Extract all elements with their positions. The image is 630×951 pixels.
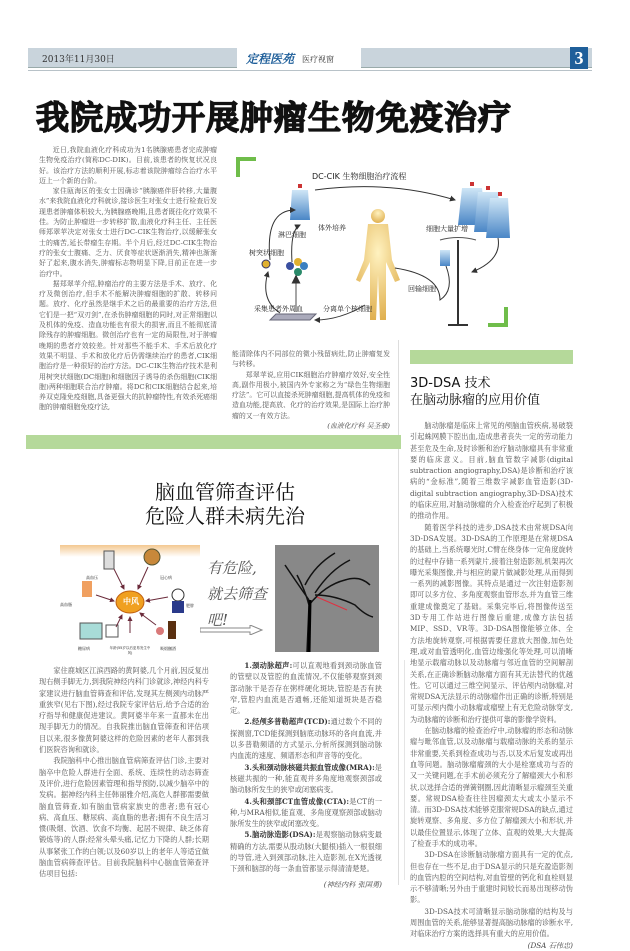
masthead-logo: 定程医苑 bbox=[246, 52, 295, 66]
diagram-title: DC-CIK 生物细胞治疗流程 bbox=[312, 172, 407, 181]
list-item: 4.头和颈部CT血管成像(CTA):是CT的一种,与MRA相似,能直观、多角度观察颈部或脑动脉所发生的狭窄或闭塞改变。 bbox=[230, 796, 383, 829]
label-return: 回输细胞 bbox=[408, 285, 436, 293]
paragraph: 郑翠苹说,应用CIK细胞治疗肿瘤疗效好,安全性高,副作用极小,被国内外专家称之为“绿色生物细胞疗法”。它可以直接杀死肿瘤细胞,提高机体的免疫和造血功能,提高放、化疗的治疗效果,是国际上治疗肿瘤的又一有效方法。 bbox=[232, 370, 390, 420]
cells-icon bbox=[262, 258, 308, 276]
paragraph: 近日,我院血液化疗科成功为1名胰腺癌患者完成肿瘤生物免疫治疗(简称DC-DIK)。目前,该患者的恢复状况良好。该治疗方法的顺利开展,标志着该院肿瘤综合治疗水平迈上一个新的台阶。 bbox=[39, 146, 217, 185]
corner-bracket bbox=[236, 157, 256, 177]
item-head: 2.经颅多普勒超声(TCD): bbox=[244, 717, 331, 727]
iv-stand-icon bbox=[440, 238, 476, 326]
article2-byline: (神经内科 张国勇) bbox=[323, 879, 382, 889]
arrow-icon bbox=[200, 625, 265, 635]
paragraph: 据郑翠苹介绍,肿瘤治疗的主要方法是手术、放疗、化疗及微创治疗,但手术不能解决肿瘤细胞的扩散、转移问题。放疗、化疗虽然是继手术之后的最重要的治疗方法,但它们是一把“双刃剑”,在杀伤肿瘤细胞的同时,对正常细胞以及机体的免疫、造血功能也有很大的损害,而且不能彻底清除残存的肿瘤细胞。微创治疗也有一定的局限性,对于肿瘤晚期的患者疗效较差。针对那些不能手术、手术后放化疗效果不明显、手术和放化疗后仍需继续治疗的患者,CIK细胞治疗是一种很好的治疗方法。DC-CIK生物治疗技术是利用树突状细胞(DC细胞)和细胞因子诱导的杀伤细胞(CIK细胞)两种细胞联合治疗肿瘤。将DC和CIK细胞结合起来,培养双克隆免疫细胞,具备更强大的抗肿瘤特性,有效杀死癌细胞的肿瘤细胞免疫疗法, bbox=[39, 279, 217, 412]
headline-line: 危险人群未病先治 bbox=[145, 504, 305, 528]
headline-line: 3D-DSA 技术 bbox=[410, 376, 491, 391]
label-lymph: 淋巴细胞 bbox=[278, 231, 306, 239]
label-collect: 采集患者外周血 bbox=[254, 305, 303, 313]
column-divider bbox=[404, 660, 405, 880]
paragraph: 3D-DSA技术可清晰显示脑动脉瘤的结构及与周围血管的关系,能够显著提高脑动脉瘤的诊断水平,对临床治疗方案的选择具有重大的应用价值。 bbox=[410, 906, 573, 939]
section-bar bbox=[410, 350, 573, 364]
label-separate: 分离单个核细胞 bbox=[323, 305, 372, 313]
label-culture: 体外培养 bbox=[318, 224, 346, 232]
paragraph: 能清除体内不同部位的微小残留病灶,防止肿瘤复发与转移。 bbox=[232, 350, 390, 369]
paragraph: 脑动脉瘤是临床上常见的颅脑血管疾病,易破裂引起蛛网膜下腔出血,造成患者丧失一定的劳动能力甚至危及生命,及时诊断和治疗脑动脉瘤具有非常重要的临床意义。目前,脑血管数字减影(digital subtraction angiography,DSA)是诊断和治疗该病的“金标准”,随着三维数字减影血管造影(3D-digital subtraction angiography,3D-DSA)技术的临床应用,对脑动脉瘤的介入检查治疗起到了积极的推动作用。 bbox=[410, 421, 573, 521]
item-head: 4.头和颈部CT血管成像(CTA): bbox=[244, 796, 350, 806]
paragraph: 家住鹿城区江滨西路的黄阿婆,几个月前,因反复出现右侧手脚无力,到我院神经内科门诊就诊,神经内科专家建议进行脑血管筛查和评估,发现其左侧颈内动脉严重狭窄(见右下图),经过我院专家评估后,给予合适的治疗指导和健康促进建议。黄阿婆半年来一直都未在出现手脚无力的情况。自我院推出脑血管筛查和评估项目以来,很多像黄阿婆这样的危险因素的老年人都到我们医院咨询和就诊。 bbox=[39, 666, 209, 755]
section-name: 医疗视窗 bbox=[302, 55, 334, 64]
section-bar bbox=[26, 435, 401, 449]
header-divider bbox=[28, 70, 592, 71]
item-head: 3.头和颈动脉核磁共振血管成像(MRA): bbox=[244, 762, 375, 772]
label-expand: 细胞大量扩增 bbox=[426, 225, 468, 233]
angiography-image bbox=[275, 545, 379, 652]
paragraph: 家住瓯海区的张女士因确诊“胰腺癌伴肝转移,大量腹水”来我院血液化疗科就诊,接诊医生对张女士进行检查后发现患者肿瘤体积较大,为胰腺癌晚期,且患者既往化疗效果不佳。为防止肿瘤进一步转移扩散,血液化疗科主任、主任医师郑翠苹决定对张女士进行DC-CIK生物治疗,以缓解张女士的痛苦,延长带瘤生存期。半个月后,经过DC-CIK生物治疗的张女士腹痛、乏力、厌食等症状逐渐消失,精神也渐渐好了起来,腹水消失,肿瘤标志物明显下降,目前正在进一步治疗中。 bbox=[39, 187, 217, 278]
article2-headline bbox=[110, 480, 340, 528]
slogan-line: 有危险, bbox=[207, 559, 257, 577]
issue-date: 2013年11月30日 bbox=[42, 55, 115, 65]
handwritten-slogan bbox=[207, 555, 267, 633]
list-item: 3.头和颈动脉核磁共振血管成像(MRA):是核磁共振的一种,能直观并多角度地观察颈部或脑动脉所发生的狭窄或闭塞病变。 bbox=[230, 762, 382, 795]
hazard-center-label: 中风 bbox=[123, 597, 139, 606]
column-divider bbox=[398, 340, 399, 885]
list-item: 1.颈动脉超声:可以直观地看到颈动脉血管的管壁以及管腔的血流情况,不仅能够观察到颈部动脉干是否存在粥样硬化斑块,管腔是否有狭窄,管腔内血流是否通畅,还能知道斑块是否稳定。 bbox=[230, 661, 382, 716]
label-dendritic: 树突状细胞 bbox=[249, 249, 284, 257]
headline-line: 脑血管筛查评估 bbox=[155, 480, 295, 504]
article3-body bbox=[410, 420, 573, 951]
article1-continued bbox=[232, 349, 390, 431]
main-headline: 我院成功开展肿瘤生物免疫治疗 bbox=[36, 98, 512, 137]
hazard-label: 冠心病 bbox=[160, 575, 172, 580]
culture-bag-icon bbox=[290, 184, 310, 220]
article2-body bbox=[39, 665, 209, 880]
article1-byline: (血液化疗科 吴圣豪) bbox=[327, 422, 390, 431]
headline-line: 在脑动脉瘤的应用价值 bbox=[410, 393, 541, 408]
slogan-line: 吧! bbox=[207, 611, 229, 629]
paragraph: 我院脑科中心推出脑血管病筛查评估门诊,主要对脑卒中危险人群进行全面、系统、连续性的动态筛查及评价,进行危险因素管理和指导预防,以减少脑卒中的发病。据神经内科主任韩丽雅介绍,高危人群都需要做脑血管筛查,如有脑血管病家族史的患者;患有冠心病、高血压、糖尿病、高血脂的患者;拥有不良生活习惯(吸烟、饮酒、饮食不均衡、起居不规律、缺乏体育锻炼等)的人群;经常头晕头痛,记忆力下降的人群;长期从事紧张工作的白领;以及60岁以上的老年人等适宜做脑血管病筛查评估。目前我院脑科中心脑血管筛查评估项目包括: bbox=[39, 756, 209, 879]
paragraph: 随着医学科技的进步,DSA技术由常规DSA向3D-DSA发展。3D-DSA的工作原理是在常规DSA的基础上,当系统曝光时,C臂在绕身体一定角度旋转的过程中存储一系列蒙片,接着注射造影剂,机架再次曝光采集图像,并与相应的蒙片做减影处理,从而得到一系列的减影图像。其特点是通过一次注射造影剂即可以多方位、多角度观察血管形态,并为血管三维重建成像奠定了基础。采集完毕后,将图像传送至3D专用工作站进行图像后重建,成像方法包括MIP、SSD、VR等。3D-DSA图像能够立体、全方法地旋转观察,可根据需要任意放大图像,加色处理,或对血管透明化,血管边缘强化等处理,可以清晰地显示载瘤动脉以及动脉瘤与邻近血管的空间解剖关系,在正确诊断脑动脉瘤方面有其无法替代的优越性。它可以通过三维空间显示、评估颅内动脉瘤,对常规DSA无法显示的动脉瘤作出正确的诊断,特别是可显示颅内微小动脉瘤或瘤壁上有无危险动脉穿支,为动脉瘤的诊断和治疗提供可靠的影像学资料。 bbox=[410, 522, 573, 724]
hazard-label: 高血压 bbox=[86, 575, 98, 580]
slogan-line: 就去筛查 bbox=[207, 585, 268, 603]
list-item: 2.经颅多普勒超声(TCD):通过数个不同的探测窗,TCD能探测到脑底动脉环的各向血流,并以多普勒频谱的方式显示,分析所探测到脑动脉内血流的速度、频谱形态和声音等的变化。 bbox=[230, 717, 382, 761]
hazard-label: 肥胖 bbox=[186, 603, 194, 608]
item-head: 1.颈动脉超声: bbox=[244, 661, 293, 670]
item-head: 5.脑动脉造影(DSA): bbox=[244, 830, 316, 840]
article3-headline bbox=[410, 375, 540, 409]
article3-byline: (DSA 石伟忠) bbox=[527, 940, 573, 950]
blood-plate-icon bbox=[270, 314, 316, 320]
page-number: 3 bbox=[570, 47, 588, 69]
paragraph: 3D-DSA在诊断脑动脉瘤方面具有一定的优点,但也存在一些不足,由于DSA显示的只是充盈造影剂的血管内腔的空间结构,对血管壁的钙化和血栓则显示不够清晰;另外由于重建时间较长而易出现移动伪影。 bbox=[410, 850, 573, 905]
article2-items bbox=[230, 660, 382, 890]
hazard-label: 高血脂 bbox=[60, 602, 72, 607]
hazard-label: 吸烟酗酒 bbox=[160, 646, 176, 651]
hazard-label: 糖尿病 bbox=[78, 646, 90, 651]
hazard-label: 年龄(55岁以后更易发生中风) bbox=[109, 646, 151, 655]
paragraph: 在脑动脉瘤的检查治疗中,动脉瘤的形态和动脉瘤与毗邻血管,以及动脉瘤与载瘤动脉的关系的显示非常重要,关系到检查成功与否,以及术后复发或再出血等问题。脑动脉瘤瘤颈的大小是栓塞成功与否的又一关键问题,在手术前必须充分了解瘤颈大小和形状,以选择合适的弹簧钢圈,因此清晰显示瘤颈至关重要。常规DSA检查往往因瘤颈太大或太小显示不清。而3D-DSA技术能够克服常规DSA的缺点,通过旋转观察、多角度、多方位了解瘤颈大小和形状,并以最佳位置显示,体现了立体、直观的效果,大大提高了检查手术的成功率。 bbox=[410, 726, 573, 848]
article1-body bbox=[39, 145, 217, 413]
list-item: 5.脑动脉造影(DSA):是观察脑动脉病变最精确的方法,需要从股动脉(大腿根)插入一根很细的导管,进入到颈部动脉,注入造影剂,在X光透视下颈和脑部的每一条血管都显示得清清楚楚。 bbox=[230, 830, 382, 874]
